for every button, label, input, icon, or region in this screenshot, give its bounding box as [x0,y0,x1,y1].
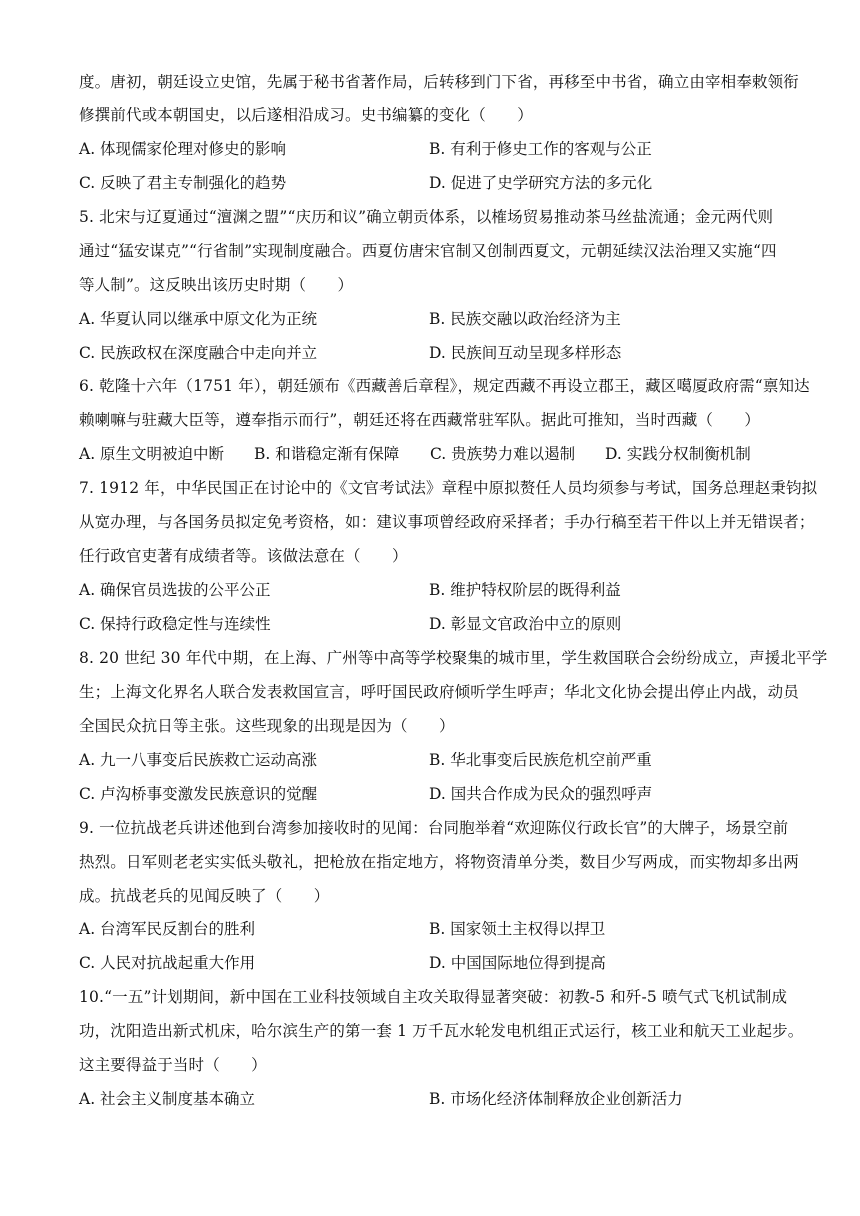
q10-stem-line: 10.“一五”计划期间，新中国在工业科技领域自主攻关取得显著突破：初教-5 和歼-5 喷气式飞机试制成 [79,988,788,1006]
q7-option-d[interactable]: D. 彰显文官政治中立的原则 [429,615,622,633]
q4-option-a[interactable]: A. 体现儒家伦理对修史的影响 [79,140,287,158]
q9-option-c[interactable]: C. 人民对抗战起重大作用 [79,954,256,972]
q9-stem-line: 9. 一位抗战老兵讲述他到台湾参加接收时的见闻：台同胞举着“欢迎陈仪行政长官”的大牌子，场景空前 [79,819,789,837]
q7-stem-line: 任行政官吏著有成绩者等。该做法意在（ ） [79,547,408,565]
q4-option-d[interactable]: D. 促进了史学研究方法的多元化 [429,174,653,192]
q5-option-c[interactable]: C. 民族政权在深度融合中走向并立 [79,344,318,362]
q4-stem-line: 度。唐初，朝廷设立史馆，先属于秘书省著作局，后转移到门下省，再移至中书省，确立由宰相奉敕领衔 [79,73,799,91]
q10-stem-line: 这主要得益于当时（ ） [79,1056,267,1074]
q7-stem-line: 从宽办理，与各国务员拟定免考资格，如：建议事项曾经政府采择者；手办行稿至若干件以上并无错误者； [79,513,815,531]
q8-stem-line: 全国民众抗日等主张。这些现象的出现是因为（ ） [79,717,455,735]
q8-option-c[interactable]: C. 卢沟桥事变激发民族意识的觉醒 [79,785,318,803]
q6-option-a[interactable]: A. 原生文明被迫中断 [79,445,225,463]
q10-stem-line: 功，沈阳造出新式机床，哈尔滨生产的第一套 1 万千瓦水轮发电机组正式运行，核工业和航天工业起步。 [79,1022,804,1040]
q8-option-b[interactable]: B. 华北事变后民族危机空前严重 [429,751,652,769]
q4-option-b[interactable]: B. 有利于修史工作的客观与公正 [429,140,652,158]
q8-option-d[interactable]: D. 国共合作成为民众的强烈呼声 [429,785,653,803]
q8-stem-line: 生；上海文化界名人联合发表救国宣言，呼吁国民政府倾听学生呼声；华北文化协会提出停止内战，动员 [79,683,799,701]
q4-option-c[interactable]: C. 反映了君主专制强化的趋势 [79,174,287,192]
q6-option-d[interactable]: D. 实践分权制衡机制 [605,445,751,463]
q7-option-a[interactable]: A. 确保官员选拔的公平公正 [79,581,271,599]
q7-option-b[interactable]: B. 维护特权阶层的既得利益 [429,581,621,599]
q5-stem-line: 5. 北宋与辽夏通过“澶渊之盟”“庆历和议”确立朝贡体系，以榷场贸易推动茶马丝盐流通；金元两代则 [79,208,774,226]
q5-option-b[interactable]: B. 民族交融以政治经济为主 [429,310,621,328]
q9-option-d[interactable]: D. 中国国际地位得到提高 [429,954,606,972]
q7-option-c[interactable]: C. 保持行政稳定性与连续性 [79,615,271,633]
q6-option-c[interactable]: C. 贵族势力难以遏制 [430,445,576,463]
q5-option-a[interactable]: A. 华夏认同以继承中原文化为正统 [79,310,318,328]
q5-stem-line: 等人制”。这反映出该历史时期（ ） [79,276,354,294]
q6-option-b[interactable]: B. 和谐稳定渐有保障 [254,445,400,463]
q4-stem-line: 修撰前代或本朝国史，以后遂相沿成习。史书编纂的变化（ ） [79,106,533,124]
q6-stem-line: 赖喇嘛与驻藏大臣等，遵奉指示而行”，朝廷还将在西藏常驻军队。据此可推知，当时西藏（ ） [79,411,761,429]
q9-stem-line: 热烈。日军则老老实实低头敬礼，把枪放在指定地方，将物资清单分类，数目少写两成，而实物却多出两 [79,853,799,871]
q10-option-a[interactable]: A. 社会主义制度基本确立 [79,1090,256,1108]
q5-stem-line: 通过“猛安谋克”“行省制”实现制度融合。西夏仿唐宋官制又创制西夏文，元朝延续汉法治理又实施“四 [79,242,777,260]
q8-stem-line: 8. 20 世纪 30 年代中期，在上海、广州等中高等学校聚集的城市里，学生救国联合会纷纷成立，声援北平学 [79,649,828,667]
q8-option-a[interactable]: A. 九一八事变后民族救亡运动高涨 [79,751,318,769]
q5-option-d[interactable]: D. 民族间互动呈现多样形态 [429,344,622,362]
q9-stem-line: 成。抗战老兵的见闻反映了（ ） [79,887,330,905]
q9-option-b[interactable]: B. 国家领土主权得以捍卫 [429,920,606,938]
q7-stem-line: 7. 1912 年，中华民国正在讨论中的《文官考试法》章程中原拟赘任人员均须参与考试，国务总理赵秉钧拟 [79,479,818,497]
q6-stem-line: 6. 乾隆十六年（1751 年），朝廷颁布《西藏善后章程》，规定西藏不再设立郡王，藏区噶厦政府需“禀知达 [79,377,810,395]
q10-option-b[interactable]: B. 市场化经济体制释放企业创新活力 [429,1090,683,1108]
q9-option-a[interactable]: A. 台湾军民反割台的胜利 [79,920,256,938]
